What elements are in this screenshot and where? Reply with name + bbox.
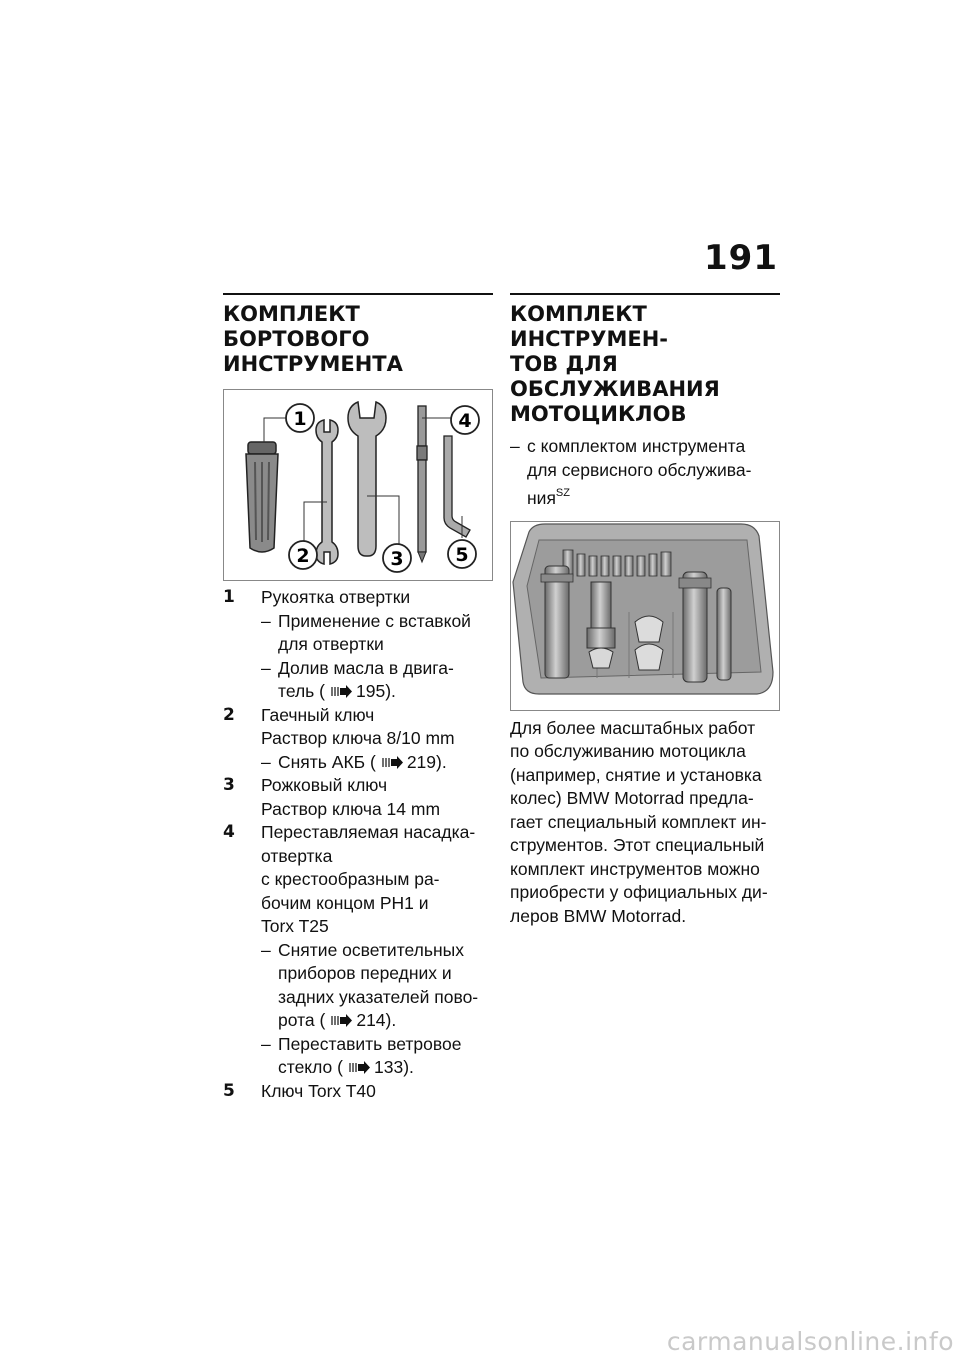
usage-line-with-ref: стекло ( 133). [278, 1057, 414, 1077]
usage-line-with-ref: тель ( 195). [278, 681, 396, 701]
usage-entry [261, 657, 493, 704]
pin-tool-icon [717, 588, 731, 680]
paragraph-line: Для более масштабных работ [510, 717, 756, 738]
service-toolkit-description [510, 717, 780, 929]
dash-bullet: – [261, 657, 271, 678]
dash-bullet: – [261, 939, 271, 960]
callout-label: 3 [390, 548, 404, 570]
tool-item-4 [223, 821, 493, 1080]
tool-list [223, 586, 493, 1103]
tool-item-1 [223, 586, 493, 704]
usage-text: Применение с вставкой [278, 610, 471, 631]
usage-text: Переставить ветровое [278, 1033, 462, 1054]
long-shaft-icon [541, 566, 573, 678]
option-code: SZ [555, 487, 570, 499]
page-ref[interactable]: 214). [356, 1010, 397, 1030]
usage-text: приборов передних и [278, 963, 452, 983]
usage-text: тель [278, 681, 315, 701]
onboard-toolkit-heading [223, 302, 493, 377]
onboard-toolkit-figure [223, 389, 493, 581]
tool-item-2 [223, 704, 493, 775]
paragraph-line: по обслуживанию мотоцикла [510, 741, 746, 761]
item-text: бочим концом PH1 и [261, 892, 429, 913]
page-number: 191 [704, 238, 778, 278]
item-text: Рукоятка отвертки [261, 587, 411, 607]
paragraph-line: гает специальный комплект ин- [510, 811, 767, 832]
page-ref-arrow-icon [349, 1061, 371, 1074]
screwdriver-bit-icon [417, 406, 427, 562]
service-toolkit-illustration [511, 522, 779, 710]
page-ref[interactable]: 195). [356, 681, 396, 701]
section-rule [510, 293, 780, 295]
usage-text: стекло [278, 1057, 333, 1077]
page-ref-arrow-icon [331, 685, 353, 698]
note-text: с комплектом инструмента [527, 436, 746, 456]
callout-label: 2 [296, 545, 310, 567]
paragraph-line: колес) BMW Motorrad предла- [510, 788, 754, 808]
callout-1 [286, 404, 314, 432]
note-line-with-sup [527, 482, 780, 511]
item-number: 1 [223, 587, 235, 607]
usage-entry [261, 751, 493, 775]
item-number: 5 [223, 1080, 235, 1101]
dash-bullet: – [261, 610, 271, 631]
usage-text: Снятие осветительных [278, 939, 464, 960]
usage-entry [261, 1033, 493, 1080]
socket-adapter-icon [587, 582, 615, 668]
paragraph-line: приобрести у официальных ди- [510, 882, 768, 902]
item-text: Гаечный ключ [261, 704, 375, 725]
dash-bullet: – [261, 751, 271, 772]
item-text: Переставляемая насадка- [261, 822, 476, 842]
optional-equipment-note [510, 435, 780, 511]
callout-label: 1 [293, 408, 307, 430]
callout-3 [383, 544, 411, 572]
watermark-url[interactable]: carmanualsonline.info [666, 1327, 954, 1356]
usage-text: для отвертки [278, 634, 384, 654]
item-number: 2 [223, 704, 235, 725]
heading-line: ТОВ ДЛЯ ОБСЛУЖИВАНИЯ [510, 352, 720, 401]
tool-item-3 [223, 774, 493, 821]
note-text: для сервисного обслужива- [527, 459, 752, 480]
heading-line: МОТОЦИКЛОВ [510, 402, 687, 426]
usage-text: Снять АКБ [278, 751, 366, 772]
page-ref-arrow-icon [382, 756, 404, 769]
heading-line: КОМПЛЕКТ БОРТОВОГО [223, 302, 370, 351]
usage-text: задних указателей пово- [278, 986, 479, 1007]
axle-tool-icon [679, 572, 711, 682]
item-text: Рожковый ключ [261, 775, 388, 795]
page-ref[interactable]: 219). [406, 751, 447, 772]
page-ref[interactable]: 133). [374, 1057, 414, 1077]
item-number: 4 [223, 822, 235, 842]
callout-label: 5 [455, 544, 469, 566]
service-toolkit-heading [510, 302, 780, 427]
item-text: Раствор ключа 8/10 mm [261, 728, 455, 748]
note-text: ния [527, 488, 556, 508]
callout-label: 4 [458, 410, 472, 432]
item-number: 3 [223, 775, 235, 795]
usage-text: рота [278, 1010, 315, 1030]
left-column [223, 293, 493, 1103]
usage-line-with-ref: Снять АКБ ( 219). [278, 751, 447, 772]
paragraph-line: струментов. Этот специальный [510, 835, 765, 855]
right-column [510, 293, 780, 928]
dash-bullet: – [261, 1033, 271, 1054]
page-ref-arrow-icon [331, 1014, 353, 1027]
service-toolkit-figure [510, 521, 780, 711]
item-text: отвертка [261, 845, 333, 866]
callout-5 [448, 540, 476, 568]
wrench-14-icon [348, 402, 386, 556]
paragraph-line: леров BMW Motorrad. [510, 905, 687, 926]
usage-text: Долив масла в двига- [278, 657, 454, 678]
dash-bullet: – [510, 436, 520, 456]
item-text: Ключ Torx T40 [261, 1080, 376, 1101]
toolkit-illustration [224, 390, 492, 580]
heading-line: ИНСТРУМЕНТА [223, 352, 403, 376]
usage-line-with-ref: рота ( 214). [278, 1010, 397, 1030]
callout-2 [289, 541, 317, 569]
paragraph-line: комплект инструментов можно [510, 858, 760, 879]
section-rule [223, 293, 493, 295]
heading-line: КОМПЛЕКТ ИНСТРУМЕН- [510, 302, 669, 351]
usage-entry [261, 610, 493, 657]
paragraph-line: (например, снятие и установка [510, 764, 762, 785]
item-text: Раствор ключа 14 mm [261, 798, 441, 819]
wrench-8-10-icon [316, 420, 338, 564]
item-text: с крестообразным ра- [261, 869, 440, 889]
tool-item-5 [223, 1080, 493, 1104]
torx-key-icon [444, 436, 470, 537]
usage-entry [261, 939, 493, 1033]
callout-4 [451, 406, 479, 434]
item-text: Torx T25 [261, 916, 329, 936]
screwdriver-handle-icon [246, 442, 278, 552]
